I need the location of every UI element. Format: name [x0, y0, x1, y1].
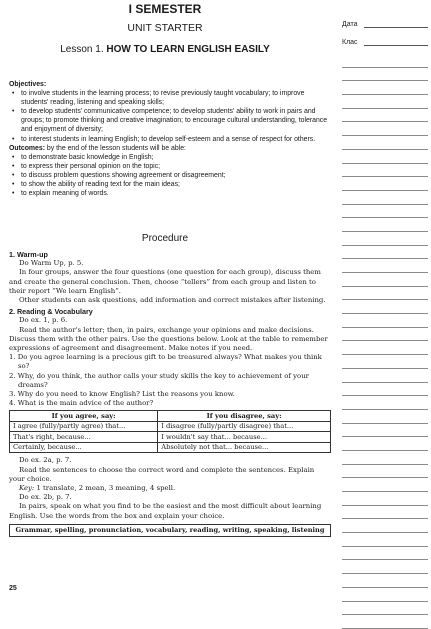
note-line: [342, 205, 428, 219]
warmup-line: Other students can ask questions, add information and correct mistakes after listening.: [19, 296, 326, 305]
note-line: [342, 68, 428, 82]
question-item: 1. Do you agree learning is a precious gift to be treasured always? What makes you think so?: [9, 353, 322, 371]
table-cell: Certainly, because...: [10, 442, 158, 453]
note-line: [342, 547, 428, 561]
agreement-table: [9, 410, 331, 453]
table-cell: I disagree (fully/partly disagree) that...: [158, 421, 331, 432]
exercise-line: Do ex. 2a, p. 7.: [19, 456, 72, 465]
objectives-list: [9, 89, 331, 144]
class-row: [342, 28, 428, 46]
reading-line: Read the author's letter; then, in pairs, exchange your opinions and make decisions. Discuss them with the other pairs. Use the questions below. Look at the table to remember expressions of agreement and disagreement. Make notes if you need.: [9, 325, 328, 353]
note-line: [342, 574, 428, 588]
procedure-body: [9, 248, 331, 537]
outcomes-heading: Outcomes:: [9, 144, 45, 152]
note-line: [342, 560, 428, 574]
question-item: 4. What is the main advice of the author?: [9, 399, 154, 408]
outcome-item: • to discuss problem questions showing agreement or disagreement;: [17, 171, 331, 180]
note-line: [342, 232, 428, 246]
table-cell: I agree (fully/partly agree) that...: [10, 421, 158, 432]
semester-heading: I SEMESTER: [128, 2, 202, 16]
table-header: If you agree, say:: [10, 411, 158, 422]
note-line: [342, 369, 428, 383]
exercise-line: In pairs, speak on what you find to be the easiest and the most difficult about learning English. Use the words from the box and explain your choice.: [9, 502, 322, 520]
question-item: 2. Why, do you think, the author calls your study skills the key to achievement of your dreams?: [9, 371, 309, 389]
word-box: Grammar, spelling, pronunciation, vocabulary, reading, writing, speaking, listening: [9, 524, 331, 537]
note-line: [342, 506, 428, 520]
table-row: [10, 432, 331, 443]
note-line: [342, 122, 428, 136]
outcomes-line: [9, 144, 331, 153]
class-line[interactable]: [364, 37, 428, 46]
outcome-item: • to show the ability of reading text for the main ideas;: [17, 180, 331, 189]
note-line: [342, 355, 428, 369]
objectives-block: [9, 80, 331, 198]
page-number: 25: [9, 585, 17, 592]
unit-heading: UNIT STARTER: [127, 22, 203, 34]
table-row: [10, 421, 331, 432]
objective-item: • to interest students in learning English; to develop self-esteem and a sense of respect for others.: [17, 135, 331, 144]
note-line: [342, 615, 428, 629]
note-line: [342, 191, 428, 205]
warmup-line: Do Warm Up, p. 5.: [19, 259, 84, 268]
note-line: [342, 314, 428, 328]
note-line: [342, 109, 428, 123]
date-label: Дата: [342, 21, 358, 28]
warmup-line: In four groups, answer the four questions (one question for each group), discuss them and create the general conclusion. Then, choose “tellers” from each group and listen to their report “We learn English”.: [9, 268, 321, 295]
lesson-title-text: HOW TO LEARN ENGLISH EASILY: [106, 44, 270, 55]
note-line: [342, 246, 428, 260]
note-line: [342, 533, 428, 547]
table-cell: I wouldn't say that... because...: [158, 432, 331, 443]
date-row: [342, 10, 428, 28]
note-line: [342, 54, 428, 68]
note-line: [342, 602, 428, 616]
note-line: [342, 588, 428, 602]
note-line: [342, 492, 428, 506]
note-line: [342, 410, 428, 424]
answer-key: [9, 484, 331, 493]
outcome-item: • to explain meaning of words.: [17, 189, 331, 198]
note-line: [342, 396, 428, 410]
reading-heading: 2. Reading & Vocabulary: [9, 307, 93, 317]
note-line: [342, 218, 428, 232]
lesson-prefix: Lesson 1.: [60, 44, 104, 55]
procedure-heading: Procedure: [141, 233, 189, 244]
key-text: 1 translate, 2 mean, 3 meaning, 4 spell.: [34, 484, 176, 493]
note-line: [342, 259, 428, 273]
note-line: [342, 273, 428, 287]
warmup-heading: 1. Warm-up: [9, 250, 48, 259]
table-cell: That's right, because...: [10, 432, 158, 443]
note-line: [342, 177, 428, 191]
note-line: [342, 451, 428, 465]
objective-item: • to develop students' communicative competence; to develop students' ability to work in pairs and groups; to promote thinking and creative imagination; to encourage cultural understanding, tolerance and enjoyment of diversity;: [17, 107, 331, 134]
note-line: [342, 341, 428, 355]
exercise-line: Read the sentences to choose the correct word and complete the sentences. Explain your choice.: [9, 465, 315, 483]
note-line: [342, 95, 428, 109]
note-line: [342, 424, 428, 438]
note-line: [342, 478, 428, 492]
outcome-item: • to demonstrate basic knowledge in English;: [17, 153, 331, 162]
table-header-row: [10, 411, 331, 422]
objectives-heading: Objectives:: [9, 81, 47, 88]
note-line: [342, 164, 428, 178]
outcomes-list: [9, 153, 331, 198]
objective-item: • to involve students in the learning process; to revise previously taught vocabulary; to improve students' reading, listening and speaking skills;: [17, 89, 331, 107]
outcome-item: • to express their personal opinion on the topic;: [17, 162, 331, 171]
note-lines: [342, 54, 428, 629]
table-row: [10, 442, 331, 453]
key-label: Key:: [19, 484, 35, 493]
note-line: [342, 383, 428, 397]
class-label: Клас: [342, 39, 358, 46]
question-item: 3. Why do you need to know English? List the reasons you know.: [9, 390, 235, 399]
notes-column: [342, 10, 428, 629]
note-line: [342, 300, 428, 314]
note-line: [342, 519, 428, 533]
date-line[interactable]: [364, 19, 428, 28]
note-line: [342, 465, 428, 479]
note-line: [342, 136, 428, 150]
table-header: If you disagree, say:: [158, 411, 331, 422]
note-line: [342, 437, 428, 451]
note-line: [342, 150, 428, 164]
exercise-line: Do ex. 2b, p. 7.: [19, 493, 72, 502]
lesson-title: [0, 44, 330, 55]
outcomes-intro: by the end of the lesson students will be able:: [45, 144, 186, 152]
table-cell: Absolutely not that... because...: [158, 442, 331, 453]
note-line: [342, 287, 428, 301]
note-line: [342, 328, 428, 342]
note-line: [342, 81, 428, 95]
reading-line: Do ex. 1, p. 6.: [19, 316, 68, 325]
